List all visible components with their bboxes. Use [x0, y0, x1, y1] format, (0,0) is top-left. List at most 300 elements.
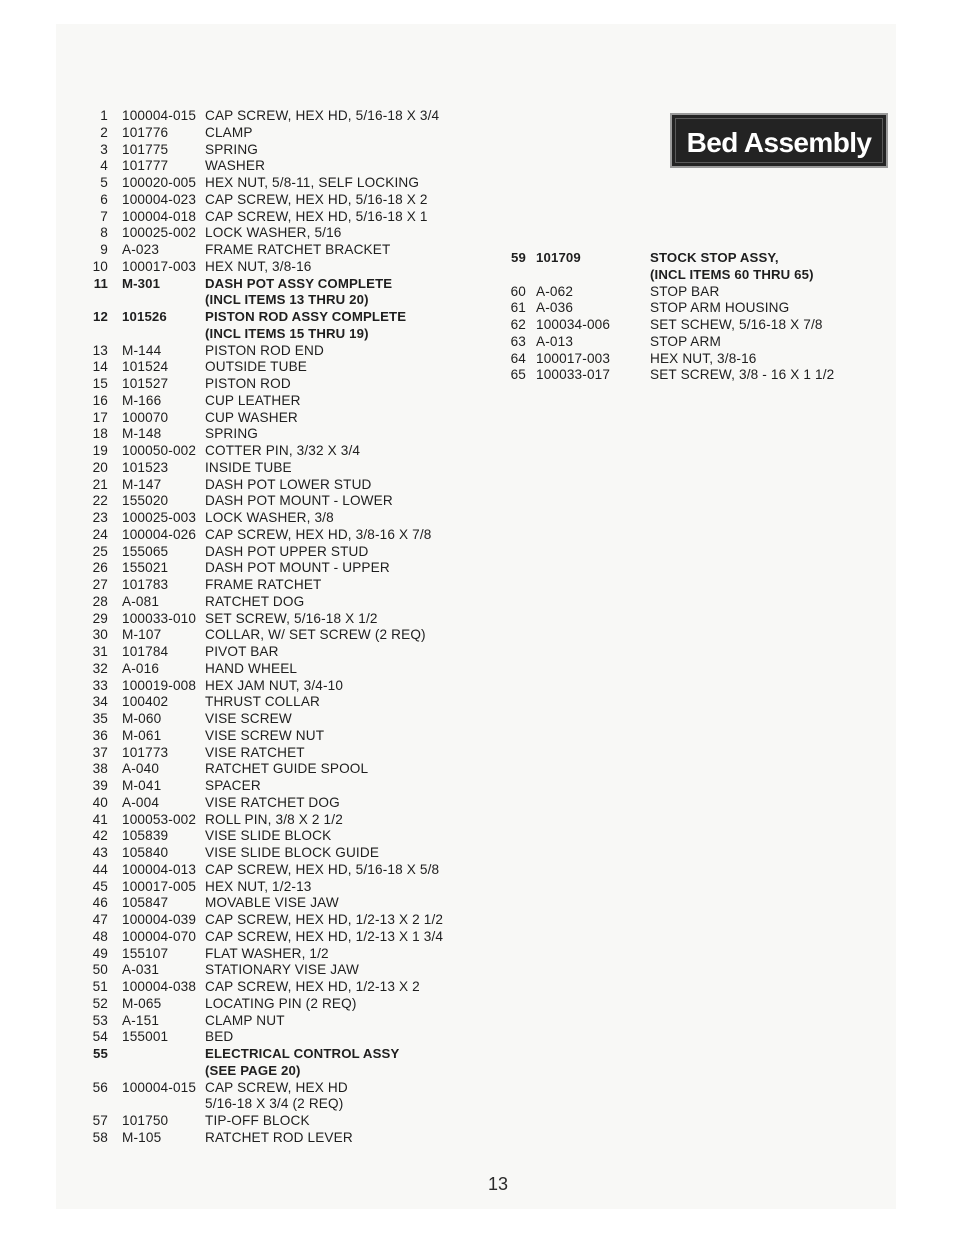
part-description: [205, 577, 488, 594]
part-row: [506, 367, 846, 384]
part-number: 101526: [122, 309, 167, 324]
item-number: 25: [92, 543, 108, 559]
part-row: [88, 828, 488, 845]
part-row: [88, 175, 488, 192]
part-row: [88, 594, 488, 611]
description-line: SET SCREW, 5/16-18 X 1/2: [205, 610, 378, 626]
description-line: CAP SCREW, HEX HD, 1/2-13 X 2: [205, 979, 420, 994]
description-line: CAP SCREW, HEX HD, 5/16-18 X 5/8: [205, 861, 440, 877]
item-number: 65: [510, 367, 526, 383]
part-number: 100004-018: [122, 208, 197, 224]
item-number: 1: [100, 108, 108, 123]
item-number: 30: [92, 627, 108, 643]
part-row: [88, 879, 488, 896]
part-description: [205, 493, 488, 510]
part-description: [205, 242, 488, 259]
part-description: [650, 284, 846, 301]
part-number: 100004-038: [122, 979, 197, 994]
part-row: [88, 510, 488, 527]
part-description: [205, 611, 488, 628]
part-description: [205, 309, 488, 343]
description-line: SET SCREW, 3/8 - 16 X 1 1/2: [650, 367, 835, 383]
part-description: [205, 560, 488, 577]
page-number: 13: [487, 1174, 509, 1194]
item-number: 43: [92, 845, 108, 860]
part-description: [205, 879, 488, 896]
item-number: 60: [510, 283, 526, 299]
description-line: CLAMP NUT: [205, 1012, 285, 1028]
part-row: [88, 996, 488, 1013]
part-number: A-081: [122, 593, 160, 609]
item-number: 32: [92, 660, 108, 676]
item-number: 52: [92, 995, 108, 1011]
part-description: [205, 946, 488, 963]
description-line: HAND WHEEL: [205, 660, 298, 676]
part-description: [205, 276, 488, 310]
part-row: [88, 912, 488, 929]
part-row: [88, 711, 488, 728]
item-number: 44: [92, 861, 108, 877]
part-row: [88, 477, 488, 494]
item-number: 21: [92, 476, 108, 492]
part-description: [205, 711, 488, 728]
description-line: OUTSIDE TUBE: [205, 359, 308, 375]
item-number: 42: [92, 828, 108, 844]
part-number: 105847: [122, 895, 169, 911]
part-number: 100004-015: [122, 1079, 197, 1095]
item-number: 33: [92, 677, 108, 693]
description-line: RATCHET DOG: [205, 593, 305, 609]
part-description: [650, 334, 846, 351]
part-row: [88, 745, 488, 762]
part-row: [88, 1046, 488, 1080]
part-number: M-144: [122, 342, 162, 358]
description-line: CAP SCREW, HEX HD, 1/2-13 X 2 1/2: [205, 912, 444, 927]
part-description: [650, 367, 846, 384]
item-number: 18: [92, 426, 108, 442]
item-number: 26: [92, 560, 108, 576]
description-line: HEX NUT, 3/8-16: [205, 258, 312, 274]
item-number: 54: [92, 1029, 108, 1045]
part-number: 100017-005: [122, 878, 197, 894]
part-row: [88, 493, 488, 510]
part-row: [88, 661, 488, 678]
part-description: [205, 125, 488, 142]
part-row: [88, 1029, 488, 1046]
description-line: HEX NUT, 5/8-11, SELF LOCKING: [205, 175, 420, 190]
item-number: 37: [92, 744, 108, 760]
part-number: M-301: [122, 275, 161, 291]
part-description: [205, 443, 488, 460]
item-number: 15: [92, 376, 108, 391]
description-line: STATIONARY VISE JAW: [205, 962, 359, 978]
item-number: 6: [100, 191, 108, 207]
part-description: [205, 795, 488, 812]
part-number: 105839: [122, 828, 169, 844]
part-description: [205, 661, 488, 678]
part-row: [506, 317, 846, 334]
item-number: 17: [92, 409, 108, 425]
part-row: [88, 946, 488, 963]
description-line: STOP ARM: [650, 333, 721, 349]
part-number: 101783: [122, 577, 169, 592]
item-number: 39: [92, 778, 108, 793]
part-number: M-107: [122, 627, 162, 643]
part-row: [88, 895, 488, 912]
description-line: WASHER: [205, 158, 266, 174]
part-row: [88, 192, 488, 209]
part-row: [88, 1130, 488, 1147]
description-line: VISE SLIDE BLOCK: [205, 828, 332, 844]
part-number: 100004-023: [122, 191, 197, 207]
item-number: 12: [93, 309, 108, 324]
part-description: [205, 912, 488, 929]
item-number: 28: [92, 593, 108, 609]
description-line: STOCK STOP ASSY,: [650, 250, 779, 265]
description-line: (INCL ITEMS 60 THRU 65): [650, 266, 814, 282]
description-line: LOCK WASHER, 5/16: [205, 225, 342, 241]
part-row: [88, 627, 488, 644]
item-number: 63: [510, 333, 526, 349]
part-row: [506, 250, 846, 284]
item-number: 50: [92, 962, 108, 978]
part-row: [88, 443, 488, 460]
part-row: [88, 962, 488, 979]
part-number: A-013: [536, 333, 574, 349]
part-row: [88, 276, 488, 310]
part-row: [88, 359, 488, 376]
description-line: CLAMP: [205, 124, 253, 140]
part-number: 155107: [122, 945, 169, 961]
part-description: [205, 426, 488, 443]
part-number: 100004-015: [122, 108, 197, 123]
part-description: [205, 192, 488, 209]
description-line: CAP SCREW, HEX HD, 1/2-13 X 1 3/4: [205, 928, 444, 944]
part-row: [88, 225, 488, 242]
description-line: COLLAR, W/ SET SCREW (2 REQ): [205, 627, 426, 643]
part-row: [88, 393, 488, 410]
part-row: [88, 544, 488, 561]
section-title: Bed Assembly: [686, 127, 872, 158]
description-line: STOP ARM HOUSING: [650, 300, 790, 316]
part-number: 101750: [122, 1113, 169, 1128]
description-line: MOVABLE VISE JAW: [205, 895, 339, 911]
description-line: PISTON ROD: [205, 376, 291, 391]
part-row: [88, 694, 488, 711]
part-number: M-148: [122, 426, 162, 442]
part-number: A-023: [122, 242, 160, 257]
description-line: HEX JAM NUT, 3/4-10: [205, 677, 344, 693]
description-line: PISTON ROD END: [205, 342, 324, 358]
description-line: RATCHET GUIDE SPOOL: [205, 761, 369, 777]
description-line: HEX NUT, 1/2-13: [205, 878, 312, 894]
part-number: 100033-017: [536, 367, 611, 383]
part-row: [88, 527, 488, 544]
item-number: 20: [92, 459, 108, 475]
part-number: 101777: [122, 158, 169, 174]
description-line: 5/16-18 X 3/4 (2 REQ): [205, 1096, 344, 1112]
part-row: [88, 343, 488, 360]
item-number: 13: [92, 342, 108, 358]
description-line: CUP LEATHER: [205, 392, 301, 408]
description-line: VISE SCREW NUT: [205, 727, 325, 743]
part-row: [88, 410, 488, 427]
item-number: 10: [92, 258, 108, 274]
part-number: M-147: [122, 476, 162, 492]
part-description: [205, 778, 488, 795]
item-number: 11: [93, 275, 108, 291]
part-row: [88, 678, 488, 695]
part-number: 155001: [122, 1029, 169, 1045]
part-row: [88, 728, 488, 745]
part-number: 100017-003: [536, 350, 611, 366]
part-number: 100053-002: [122, 811, 197, 827]
part-description: [205, 527, 488, 544]
item-number: 46: [92, 895, 108, 911]
item-number: 53: [92, 1012, 108, 1028]
item-number: 14: [92, 359, 108, 375]
description-line: CAP SCREW, HEX HD, 5/16-18 X 2: [205, 191, 428, 207]
parts-list-left: [88, 108, 488, 1147]
part-description: [205, 694, 488, 711]
part-number: M-041: [122, 778, 162, 793]
part-description: [205, 627, 488, 644]
item-number: 51: [92, 979, 108, 994]
part-description: [205, 996, 488, 1013]
part-number: A-004: [122, 794, 160, 810]
part-description: [205, 845, 488, 862]
part-number: 101784: [122, 644, 169, 659]
part-row: [506, 284, 846, 301]
item-number: 36: [92, 727, 108, 743]
part-row: [88, 560, 488, 577]
item-number: 47: [92, 912, 108, 927]
part-description: [205, 1080, 488, 1114]
part-row: [88, 259, 488, 276]
part-row: [88, 979, 488, 996]
part-row: [506, 351, 846, 368]
item-number: 41: [92, 811, 108, 827]
description-line: INSIDE TUBE: [205, 459, 292, 475]
item-number: 40: [92, 794, 108, 810]
description-line: FRAME RATCHET: [205, 577, 322, 592]
part-description: [205, 895, 488, 912]
part-number: M-166: [122, 392, 162, 408]
item-number: 62: [510, 317, 526, 332]
item-number: 23: [92, 510, 108, 525]
part-number: 101523: [122, 459, 169, 475]
part-description: [205, 1113, 488, 1130]
description-line: DASH POT LOWER STUD: [205, 476, 372, 492]
part-number: 101775: [122, 141, 169, 157]
description-line: HEX NUT, 3/8-16: [650, 350, 757, 366]
description-line: RATCHET ROD LEVER: [205, 1129, 353, 1145]
description-line: CAP SCREW, HEX HD, 5/16-18 X 1: [205, 208, 428, 224]
item-number: 16: [92, 392, 108, 408]
description-line: ELECTRICAL CONTROL ASSY: [205, 1046, 400, 1061]
part-number: 101709: [536, 250, 581, 265]
part-row: [88, 209, 488, 226]
part-number: 100017-003: [122, 258, 197, 274]
part-description: [205, 142, 488, 159]
description-line: SPRING: [205, 426, 259, 442]
part-number: 100004-039: [122, 912, 197, 927]
part-row: [88, 125, 488, 142]
part-number: 155065: [122, 543, 169, 559]
item-number: 59: [511, 250, 526, 265]
part-row: [88, 158, 488, 175]
part-number: M-061: [122, 727, 162, 743]
part-number: 155021: [122, 560, 169, 576]
part-number: A-151: [122, 1012, 160, 1028]
description-line: FLAT WASHER, 1/2: [205, 945, 329, 961]
part-row: [88, 309, 488, 343]
part-description: [205, 460, 488, 477]
description-line: DASH POT UPPER STUD: [205, 543, 369, 559]
part-number: 100033-010: [122, 610, 197, 626]
part-description: [205, 108, 488, 125]
item-number: 56: [92, 1079, 108, 1095]
description-line: SPRING: [205, 141, 259, 157]
description-line: (INCL ITEMS 15 THRU 19): [205, 325, 369, 341]
part-number: 100019-008: [122, 677, 197, 693]
item-number: 27: [92, 577, 108, 592]
description-line: ROLL PIN, 3/8 X 2 1/2: [205, 811, 343, 827]
item-number: 5: [100, 175, 108, 190]
part-number: M-065: [122, 995, 162, 1011]
part-number: A-040: [122, 761, 160, 777]
part-number: 100402: [122, 694, 169, 710]
part-description: [205, 979, 488, 996]
part-description: [205, 1029, 488, 1046]
part-number: 101527: [122, 376, 169, 391]
item-number: 2: [100, 124, 108, 140]
part-description: [205, 745, 488, 762]
part-number: 101524: [122, 359, 169, 375]
description-line: LOCATING PIN (2 REQ): [205, 995, 357, 1011]
part-number: A-036: [536, 300, 574, 316]
part-description: [205, 862, 488, 879]
part-description: [205, 728, 488, 745]
part-description: [650, 300, 846, 317]
part-row: [88, 142, 488, 159]
item-number: 49: [92, 945, 108, 961]
description-line: CAP SCREW, HEX HD, 5/16-18 X 3/4: [205, 108, 440, 123]
description-line: PISTON ROD ASSY COMPLETE: [205, 309, 407, 324]
item-number: 3: [100, 141, 108, 157]
description-line: VISE SCREW: [205, 711, 292, 726]
part-row: [88, 862, 488, 879]
part-description: [205, 929, 488, 946]
description-line: THRUST COLLAR: [205, 694, 321, 710]
part-number: 100004-013: [122, 861, 197, 877]
part-row: [88, 108, 488, 125]
description-line: DASH POT MOUNT - LOWER: [205, 493, 393, 509]
part-description: [205, 343, 488, 360]
description-line: FRAME RATCHET BRACKET: [205, 242, 391, 257]
description-line: (SEE PAGE 20): [205, 1062, 301, 1078]
description-line: CAP SCREW, HEX HD: [205, 1079, 348, 1095]
part-row: [88, 778, 488, 795]
part-number: 101773: [122, 744, 169, 760]
part-number: A-062: [536, 283, 574, 299]
part-description: [205, 259, 488, 276]
part-row: [88, 644, 488, 661]
part-description: [205, 393, 488, 410]
part-number: A-031: [122, 962, 160, 978]
item-number: 24: [92, 526, 108, 542]
description-line: (INCL ITEMS 13 THRU 20): [205, 292, 369, 308]
part-description: [205, 1046, 488, 1080]
part-description: [205, 175, 488, 192]
description-line: SPACER: [205, 778, 261, 793]
item-number: 22: [92, 493, 108, 509]
description-line: STOP BAR: [650, 283, 720, 299]
part-number: 100004-026: [122, 526, 197, 542]
part-row: [88, 242, 488, 259]
item-number: 57: [92, 1113, 108, 1128]
description-line: VISE SLIDE BLOCK GUIDE: [205, 845, 380, 860]
description-line: CAP SCREW, HEX HD, 3/8-16 X 7/8: [205, 526, 432, 542]
part-description: [205, 644, 488, 661]
part-description: [205, 1013, 488, 1030]
part-number: 155020: [122, 493, 169, 509]
item-number: 38: [92, 761, 108, 777]
item-number: 48: [92, 928, 108, 944]
part-number: 100020-005: [122, 175, 197, 190]
item-number: 35: [92, 711, 108, 726]
part-description: [205, 678, 488, 695]
description-line: LOCK WASHER, 3/8: [205, 510, 334, 525]
parts-list-right: [506, 250, 846, 384]
part-description: [650, 250, 846, 284]
part-description: [205, 761, 488, 778]
part-number: 101776: [122, 124, 169, 140]
description-line: DASH POT MOUNT - UPPER: [205, 560, 390, 576]
description-line: SET SCHEW, 5/16-18 X 7/8: [650, 317, 823, 332]
section-title-box: [670, 113, 888, 168]
item-number: 8: [100, 225, 108, 241]
part-row: [88, 1113, 488, 1130]
description-line: DASH POT ASSY COMPLETE: [205, 275, 393, 291]
part-description: [205, 225, 488, 242]
part-number: 100050-002: [122, 443, 197, 458]
part-description: [650, 317, 846, 334]
description-line: PIVOT BAR: [205, 644, 279, 659]
description-line: CUP WASHER: [205, 409, 298, 425]
part-row: [88, 795, 488, 812]
part-number: M-105: [122, 1129, 162, 1145]
part-description: [205, 812, 488, 829]
part-number: M-060: [122, 711, 162, 726]
part-row: [88, 426, 488, 443]
description-line: COTTER PIN, 3/32 X 3/4: [205, 443, 361, 458]
part-description: [205, 209, 488, 226]
item-number: 19: [92, 443, 108, 458]
part-row: [506, 300, 846, 317]
description-line: VISE RATCHET DOG: [205, 794, 340, 810]
part-description: [205, 510, 488, 527]
part-row: [88, 460, 488, 477]
item-number: 29: [92, 610, 108, 626]
part-description: [205, 410, 488, 427]
part-number: 100034-006: [536, 317, 611, 332]
description-line: VISE RATCHET: [205, 744, 305, 760]
part-row: [88, 929, 488, 946]
part-row: [88, 1013, 488, 1030]
part-description: [205, 828, 488, 845]
part-number: A-016: [122, 660, 160, 676]
